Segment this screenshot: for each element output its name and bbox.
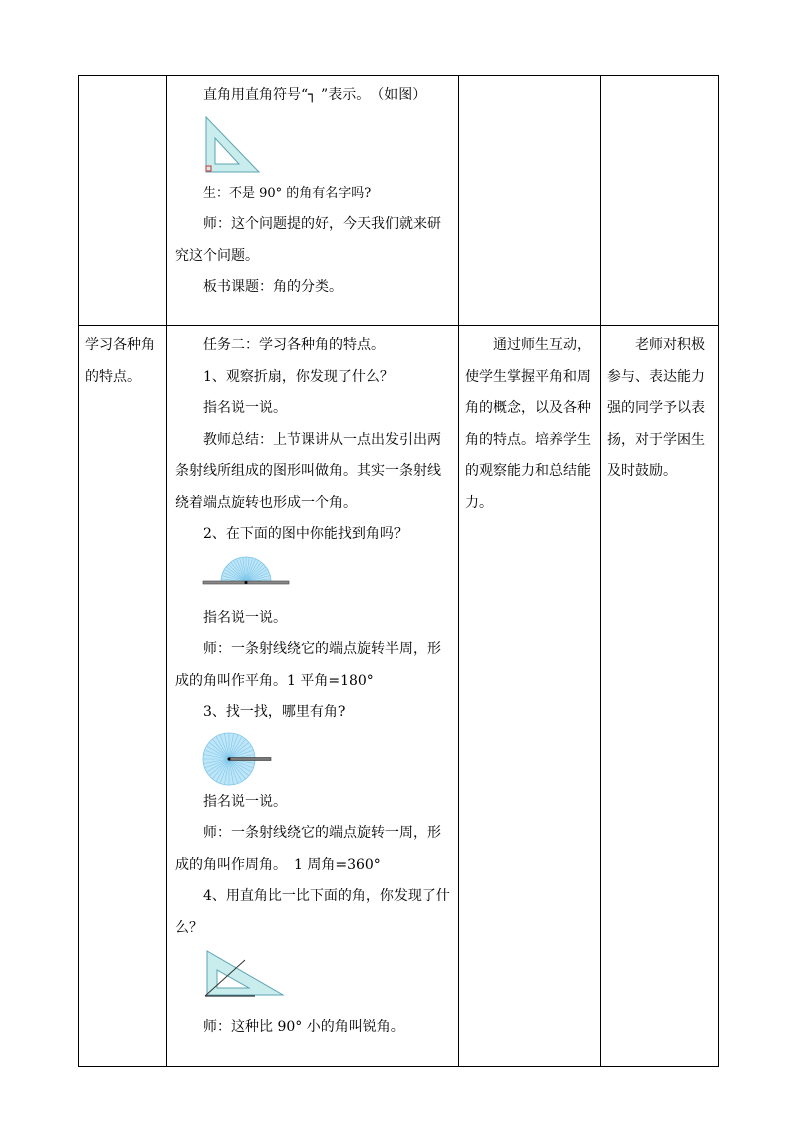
teacher-summary: 教师总结：上节课讲从一点出发引出两条射线所组成的图形叫做角。其实一条射线绕着端点旋转也形成一个角。	[175, 431, 441, 511]
row1-evaluation-cell	[601, 76, 719, 326]
lesson-title-line: 板书课题：角的分类。	[203, 279, 343, 295]
instruction-line: 指名说一说。	[203, 793, 287, 810]
row1-intent-cell	[459, 76, 601, 326]
question-fan: 1、观察折扇，你发现了什么？	[203, 368, 394, 385]
lesson-plan-table	[78, 75, 719, 1067]
acute-angle-triangle-icon	[201, 948, 285, 1002]
row1-content-cell	[167, 76, 459, 326]
stage-label: 学习各种角的特点。	[85, 337, 155, 385]
task-two-title: 任务二：学习各种角的特点。	[203, 337, 385, 353]
straight-angle-fan-icon	[201, 553, 291, 589]
row1-label-cell	[79, 76, 167, 326]
question-find-angle: 2、在下面的图中你能找到角吗？	[203, 526, 408, 542]
table-row	[79, 76, 719, 326]
design-intent-text: 通过师生互动，使学生掌握平角和周角的概念，以及各种角的特点。培养学生的观察能力和总结能力。	[465, 337, 591, 511]
row2-label-cell	[79, 326, 167, 1067]
question-compare-angle: 4、用直角比一比下面的角，你发现了什么？	[175, 888, 450, 936]
row2-content-cell	[167, 326, 459, 1067]
right-triangle-icon	[201, 114, 281, 178]
question-where-angle: 3、找一找，哪里有角?	[203, 704, 346, 720]
straight-angle-definition: 师：一条射线绕它的端点旋转半周，形成的角叫作平角。1 平角=180°	[175, 641, 441, 689]
full-angle-fan-icon	[201, 731, 273, 787]
evaluation-text: 老师对积极参与、表达能力强的同学予以表扬，对于学困生及时鼓励。	[607, 337, 705, 479]
right-angle-symbol-text: 直角用直角符号“┐ ”表示。 （如图）	[203, 87, 427, 103]
table-row	[79, 326, 719, 1067]
instruction-line: 指名说一说。	[203, 609, 287, 626]
row2-intent-cell	[459, 326, 601, 1067]
acute-angle-definition: 师：这种比 90° 小的角叫锐角。	[203, 1019, 405, 1035]
row2-evaluation-cell	[601, 326, 719, 1067]
instruction-line: 指名说一说。	[203, 400, 287, 416]
student-question: 生：不是 90° 的角有名字吗?	[203, 185, 372, 201]
full-angle-definition: 师：一条射线绕它的端点旋转一周，形成的角叫作周角。 1 周角=360°	[175, 825, 441, 873]
teacher-response: 师：这个问题提的好，今天我们就来研究这个问题。	[175, 216, 441, 264]
